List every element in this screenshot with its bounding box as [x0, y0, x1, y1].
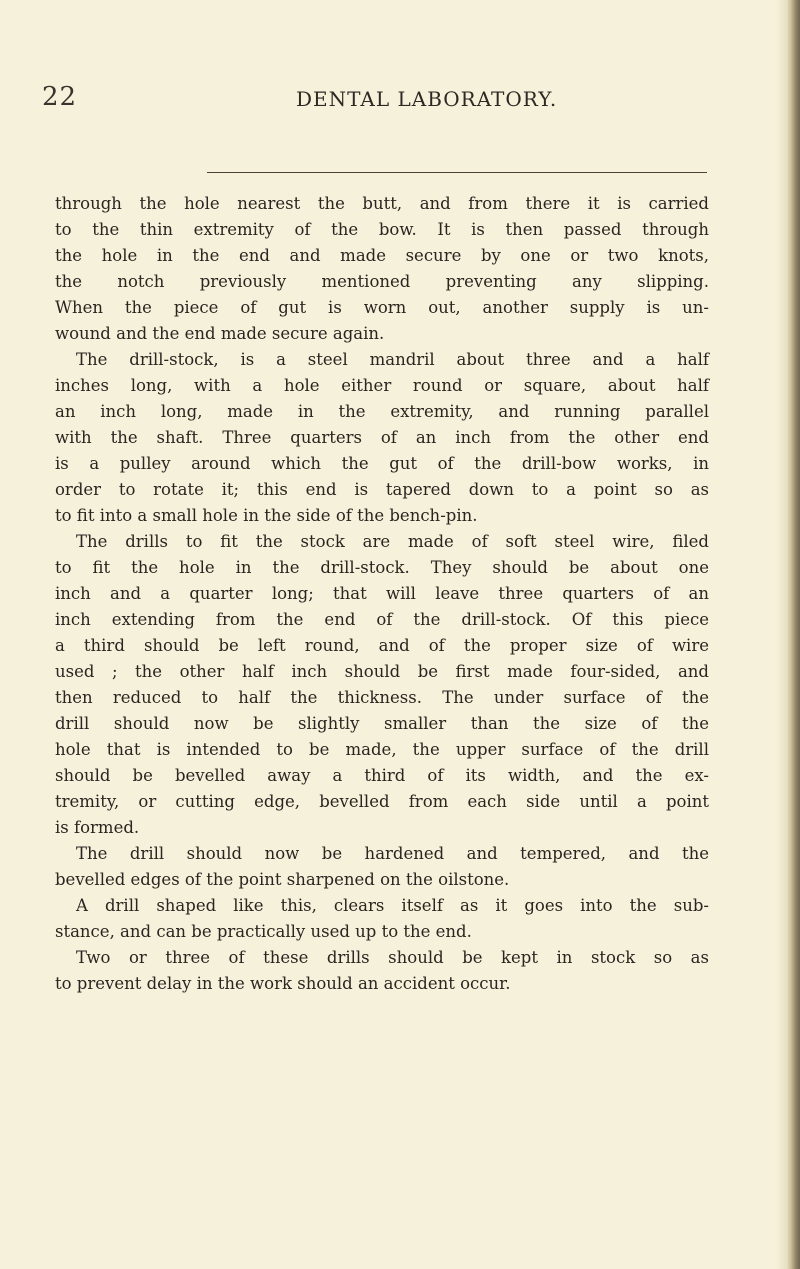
text-line: inch and a quarter long; that will leave three quarters of an: [55, 584, 709, 603]
text-line: to the thin extremity of the bow. It is then passed through: [55, 220, 709, 239]
text-line: a third should be left round, and of the proper size of wire: [55, 636, 709, 655]
text-line: to prevent delay in the work should an accident occur.: [55, 974, 511, 993]
text-line: tremity, or cutting edge, bevelled from each side until a point: [55, 792, 709, 811]
text-line: Two or three of these drills should be kept in stock so as: [76, 948, 709, 967]
page-edge: [786, 0, 800, 1269]
text-line: through the hole nearest the butt, and from there it is carried: [55, 194, 709, 213]
text-line: The drill-stock, is a steel mandril about three and a half: [76, 350, 709, 369]
text-line: hole that is intended to be made, the upper surface of the drill: [55, 740, 709, 759]
text-line: an inch long, made in the extremity, and running parallel: [55, 402, 709, 421]
text-line: inch extending from the end of the drill-stock. Of this piece: [55, 610, 709, 629]
page-edge-shadow: [776, 0, 786, 1269]
text-line: order to rotate it; this end is tapered down to a point so as: [55, 480, 709, 499]
text-line: with the shaft. Three quarters of an inch from the other end: [55, 428, 709, 447]
text-line: then reduced to half the thickness. The under surface of the: [55, 688, 709, 707]
body-text: [55, 191, 709, 997]
text-line: used ; the other half inch should be first made four-sided, and: [55, 662, 709, 681]
running-head: DENTAL LABORATORY.: [296, 87, 558, 111]
text-line: the hole in the end and made secure by one or two knots,: [55, 246, 709, 265]
text-line: is formed.: [55, 818, 140, 837]
text-line: to fit into a small hole in the side of the bench-pin.: [55, 506, 478, 525]
header-rule: [207, 172, 707, 173]
text-line: drill should now be slightly smaller than the size of the: [55, 714, 709, 733]
text-line: is a pulley around which the gut of the drill-bow works, in: [55, 454, 709, 473]
text-line: the notch previously mentioned preventing any slipping.: [55, 272, 709, 291]
text-line: wound and the end made secure again.: [55, 324, 385, 343]
text-line: to fit the hole in the drill-stock. They should be about one: [55, 558, 709, 577]
text-line: bevelled edges of the point sharpened on the oilstone.: [55, 870, 510, 889]
text-line: The drills to fit the stock are made of soft steel wire, filed: [76, 532, 709, 551]
text-line: should be bevelled away a third of its width, and the ex-: [55, 766, 709, 785]
text-line: inches long, with a hole either round or square, about half: [55, 376, 709, 395]
page-number: 22: [42, 82, 78, 112]
text-line: stance, and can be practically used up to the end.: [55, 922, 472, 941]
text-line: The drill should now be hardened and tempered, and the: [76, 844, 709, 863]
text-line: A drill shaped like this, clears itself as it goes into the sub-: [76, 896, 709, 915]
text-line: When the piece of gut is worn out, another supply is un-: [55, 298, 709, 317]
